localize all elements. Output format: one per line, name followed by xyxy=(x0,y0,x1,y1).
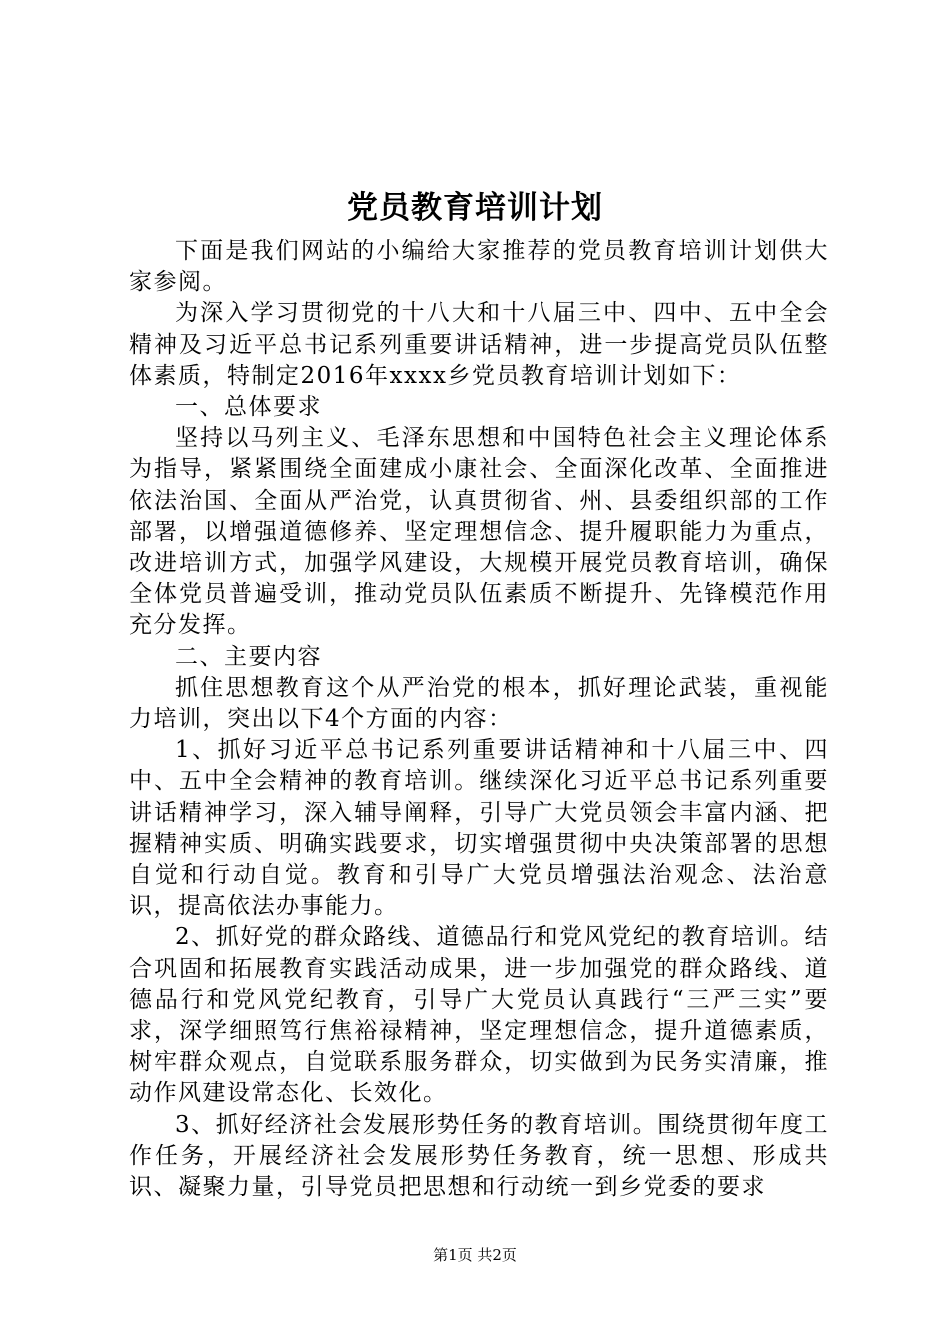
paragraph-general-requirements: 坚持以马列主义、毛泽东思想和中国特色社会主义理论体系为指导，紧紧围绕全面建成小康社会、全面深化改革、全面推进依法治国、全面从严治党，认真贯彻省、州、县委组织部的工作部署，以增强道德修养、坚定理想信念、提升履职能力为重点，改进培训方式，加强学风建设，大规模开展党员教育培训，确保全体党员普遍受训，推动党员队伍素质不断提升、先锋模范作用充分发挥。 xyxy=(129,425,829,639)
page-footer: 第1页 共2页 xyxy=(433,1246,517,1264)
paragraph-item-3: 3、抓好经济社会发展形势任务的教育培训。围绕贯彻年度工作任务，开展经济社会发展形势任务教育，统一思想、形成共识、凝聚力量，引导党员把思想和行动统一到乡党委的要求 xyxy=(129,1111,829,1201)
section-heading-main-content: 二、主要内容 xyxy=(175,643,322,670)
paragraph-intro: 下面是我们网站的小编给大家推荐的党员教育培训计划供大家参阅。 xyxy=(129,238,829,296)
paragraph-main-content-intro: 抓住思想教育这个从严治党的根本，抓好理论武装，重视能力培训，突出以下4个方面的内容： xyxy=(129,674,829,733)
paragraph-item-1: 1、抓好习近平总书记系列重要讲话精神和十八届三中、四中、五中全会精神的教育培训。继续深化习近平总书记系列重要讲话精神学习，深入辅导阐释，引导广大党员领会丰富内涵、把握精神实质、明确实践要求，切实增强贯彻中央决策部署的思想自觉和行动自觉。教育和引导广大党员增强法治观念、法治意识，提高依法办事能力。 xyxy=(129,737,829,920)
document-body xyxy=(129,236,829,1203)
document-title: 党员教育培训计划 xyxy=(347,190,603,226)
section-heading-general-requirements: 一、总体要求 xyxy=(175,394,322,421)
paragraph-item-2: 2、抓好党的群众路线、道德品行和党风党纪的教育培训。结合巩固和拓展教育实践活动成果，进一步加强党的群众路线、道德品行和党风党纪教育，引导广大党员认真践行“三严三实”要求，深学细照笃行焦裕禄精神，坚定理想信念，提升道德素质，树牢群众观点，自觉联系服务群众，切实做到为民务实清廉，推动作风建设常态化、长效化。 xyxy=(129,924,829,1107)
paragraph-purpose: 为深入学习贯彻党的十八大和十八届三中、四中、五中全会精神及习近平总书记系列重要讲话精神，进一步提高党员队伍整体素质，特制定2016年xxxx乡党员教育培训计划如下： xyxy=(129,300,829,389)
